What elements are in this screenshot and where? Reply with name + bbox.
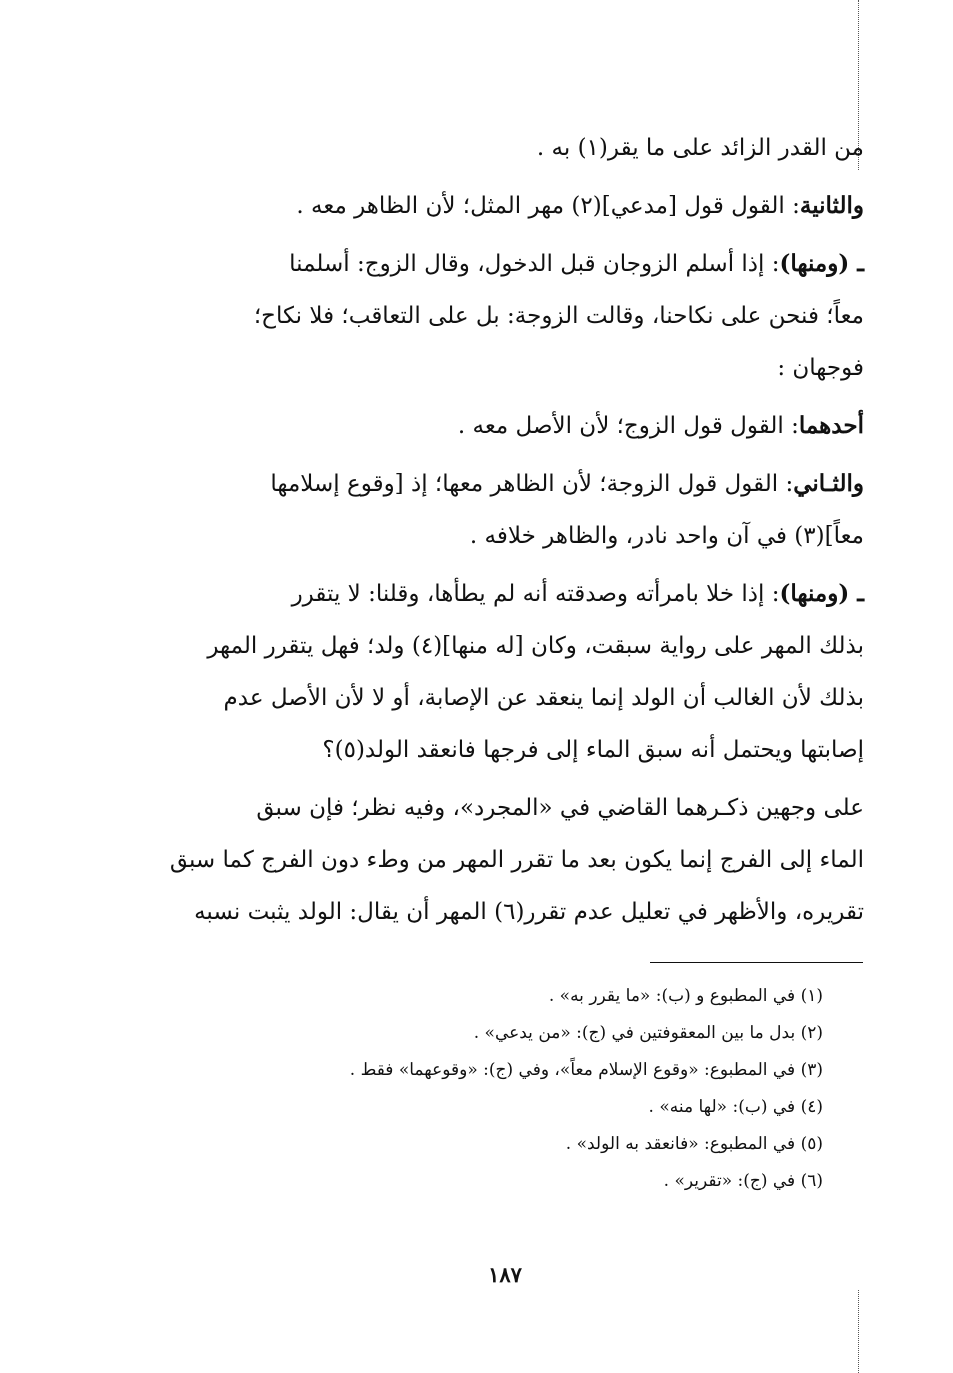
line-text: الماء إلى الفرج إنما يكون بعد ما تقرر المهر من وطء دون الفرج كما سبق	[169, 847, 864, 873]
line-text: : إذا أسلم الزوجان قبل الدخول، وقال الزوج: أسلمنا	[289, 251, 780, 277]
text-line	[138, 568, 864, 620]
line-text: بذلك المهر على رواية سبقت، وكان [له منها](٤) ولد؛ فهل يتقرر المهر	[207, 633, 864, 659]
footnote: (٤) في (ب): «لها منه» .	[648, 1097, 823, 1117]
text-line	[138, 290, 864, 342]
line-text: إصابتها ويحتمل أنه سبق الماء إلى فرجها فانعقد الولد(٥)؟	[322, 737, 864, 763]
paragraph	[138, 180, 864, 232]
text-line	[138, 342, 864, 394]
footnote: (١) في المطبوع و (ب): «ما يقرر به» .	[548, 986, 823, 1006]
line-text: : القول قول الزوج؛ لأن الأصل معه .	[457, 413, 799, 439]
lead-term: والثـاني	[793, 470, 864, 497]
text-line	[138, 122, 864, 174]
paragraph	[138, 122, 864, 174]
paragraph	[138, 568, 864, 776]
text-line	[138, 510, 864, 562]
text-line	[138, 400, 864, 452]
footnote: (٥) في المطبوع: «فانعقد به الولد» .	[565, 1134, 823, 1154]
text-line	[138, 886, 864, 938]
line-text: من القدر الزائد على ما يقر(١) به .	[536, 135, 864, 161]
line-text: معاً؛ فنحن على نكاحنا، وقالت الزوجة: بل على التعاقب؛ فلا نكاح؛	[253, 303, 864, 329]
paragraph	[138, 782, 864, 938]
text-line	[138, 620, 864, 672]
footnote-separator	[650, 962, 863, 963]
paragraph	[138, 238, 864, 394]
text-line	[138, 238, 864, 290]
margin-dotted-line-bottom	[858, 1290, 859, 1373]
footnotes	[183, 978, 823, 1200]
text-line	[138, 672, 864, 724]
text-line	[138, 834, 864, 886]
page-number: ١٨٧	[488, 1262, 522, 1287]
paragraph	[138, 400, 864, 452]
line-text: فوجهان :	[777, 355, 864, 381]
lead-term: ـ (ومنها)	[779, 580, 864, 607]
text-line	[138, 458, 864, 510]
paragraph	[138, 458, 864, 562]
line-text: بذلك لأن الغالب أن الولد إنما ينعقد عن الإصابة، أو لا لأن الأصل عدم	[223, 685, 864, 711]
line-text: معاً](٣) في آن واحد نادر، والظاهر خلافه .	[469, 523, 864, 549]
main-text	[138, 122, 864, 944]
line-text: تقريره، والأظهر في تعليل عدم تقرر(٦) المهر أن يقال: الولد يثبت نسبه	[194, 899, 864, 925]
line-text: : القول قول [مدعي](٢) مهر المثل؛ لأن الظاهر معه .	[296, 193, 800, 219]
footnote: (٣) في المطبوع: «وقوع الإسلام معاً»، وفي (ج): «وقوعهما» فقط .	[349, 1060, 823, 1080]
footnote: (٦) في (ج): «تقرير» .	[663, 1171, 823, 1191]
text-line	[138, 782, 864, 834]
footnote: (٢) بدل ما بين المعقوفتين في (ج): «من يدعي» .	[473, 1023, 823, 1043]
line-text: : القول قول الزوجة؛ لأن الظاهر معها؛ إذ [وقوع إسلامها	[270, 471, 794, 497]
lead-term: ـ (ومنها)	[779, 250, 864, 277]
line-text: : إذا خلا بامرأته وصدقته أنه لم يطأها، وقلنا: لا يتقرر	[291, 581, 780, 607]
text-line	[138, 724, 864, 776]
lead-term: أحدهما	[798, 412, 864, 439]
text-line	[138, 180, 864, 232]
line-text: على وجهين ذكـرهما القاضي في «المجرد»، وفيه نظر؛ فإن سبق	[256, 795, 864, 821]
lead-term: والثانية	[799, 192, 864, 219]
